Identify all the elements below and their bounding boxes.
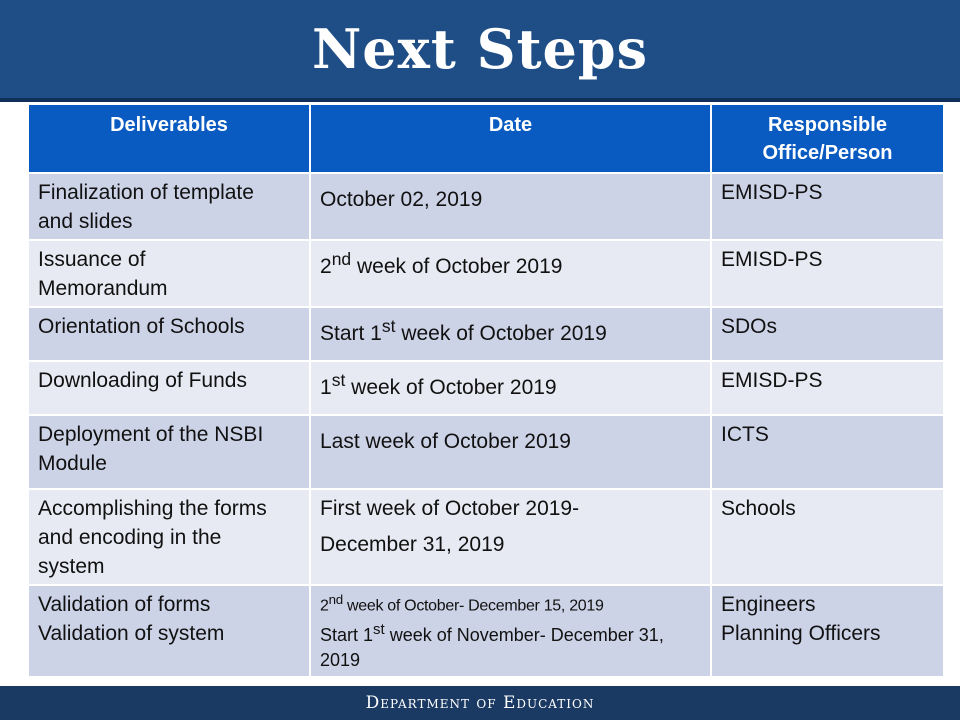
deliverable-cell: Validation of forms Validation of system [29, 585, 310, 677]
office-cell: EMISD-PS [711, 173, 944, 240]
title-banner-divider [0, 98, 960, 102]
office-cell: EMISD-PS [711, 361, 944, 415]
table-header-row [29, 105, 944, 173]
table-row [29, 361, 944, 415]
slide-title: Next Steps [311, 17, 649, 81]
header-deliverables: Deliverables [29, 105, 310, 173]
deliverable-cell: Downloading of Funds [29, 361, 310, 415]
date-cell [310, 585, 711, 677]
date-cell: 2nd week of October 2019 [310, 240, 711, 307]
date-cell: Start 1st week of October 2019 [310, 307, 711, 361]
office-cell: SDOs [711, 307, 944, 361]
deliverable-cell: Deployment of the NSBI Module [29, 415, 310, 489]
office-cell: ICTS [711, 415, 944, 489]
office-cell: Schools [711, 489, 944, 585]
table-row [29, 415, 944, 489]
deliverable-cell: Orientation of Schools [29, 307, 310, 361]
office-cell: EMISD-PS [711, 240, 944, 307]
date-line-2: Start 1st week of November- December 31, 2019 [320, 621, 664, 671]
table-row [29, 489, 944, 585]
next-steps-table [29, 105, 945, 678]
date-cell: First week of October 2019- December 31, 2019 [310, 489, 711, 585]
footer-bar [0, 686, 960, 720]
table-row [29, 173, 944, 240]
deliverable-cell: Accomplishing the forms and encoding in the system [29, 489, 310, 585]
header-date: Date [310, 105, 711, 173]
footer-label: Department of Education [365, 693, 595, 713]
table-row [29, 307, 944, 361]
header-responsible: Responsible Office/Person [711, 105, 944, 173]
office-cell: Engineers Planning Officers [711, 585, 944, 677]
date-cell: 1st week of October 2019 [310, 361, 711, 415]
table-row [29, 585, 944, 677]
date-line-1: 2nd week of October- December 15, 2019 [320, 592, 604, 615]
deliverable-cell: Issuance of Memorandum [29, 240, 310, 307]
date-cell: Last week of October 2019 [310, 415, 711, 489]
deliverable-cell: Finalization of template and slides [29, 173, 310, 240]
date-cell: October 02, 2019 [310, 173, 711, 240]
table-row [29, 240, 944, 307]
